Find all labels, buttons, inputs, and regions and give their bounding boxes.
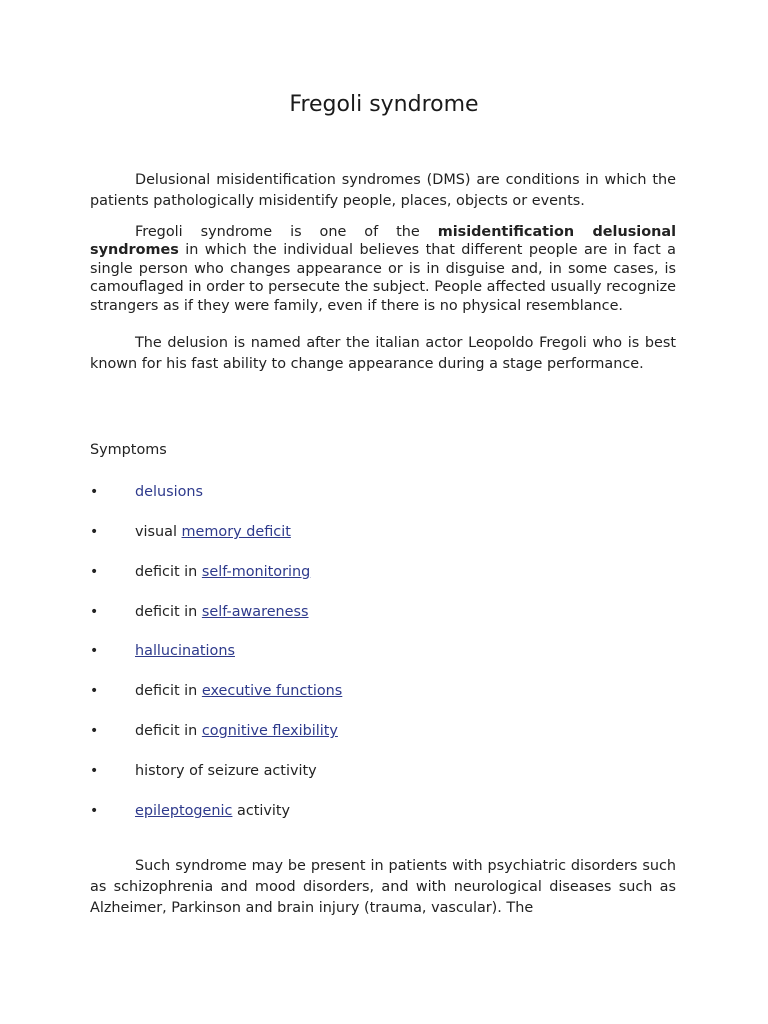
link-memory-deficit[interactable]: memory deficit xyxy=(181,524,291,540)
bullet-icon: • xyxy=(90,643,99,659)
bullet-icon: • xyxy=(90,723,99,739)
list-item: • history of seizure activity xyxy=(90,763,317,779)
document-title: Fregoli syndrome xyxy=(289,92,479,117)
link-executive-functions[interactable]: executive functions xyxy=(201,683,343,699)
list-item xyxy=(90,484,690,506)
list-item: • epileptogenic activity xyxy=(90,803,291,819)
paragraph-definition xyxy=(90,223,676,315)
bullet-icon: • xyxy=(90,763,99,779)
paragraph-naming-text: The delusion is named after the italian actor Leopoldo Fregoli who is best known for his fast ability to change appearance during a stage performance. xyxy=(90,335,676,372)
bullet-icon: • xyxy=(90,484,99,500)
bullet-icon: • xyxy=(90,604,99,620)
paragraph-definition-start: Fregoli syndrome is one of the xyxy=(135,224,438,240)
link-hallucinations[interactable]: hallucinations xyxy=(135,643,235,659)
bold-term: misidentification delusional syndromes xyxy=(90,224,677,259)
bullet-icon: • xyxy=(90,524,99,540)
list-item: • visual memory deficit xyxy=(90,524,291,540)
link-self-awareness[interactable]: self-awareness xyxy=(201,604,309,620)
bullet-icon: • xyxy=(90,803,99,819)
link-cognitive-flexibility[interactable]: cognitive flexibility xyxy=(201,723,338,739)
list-item xyxy=(90,643,690,665)
list-item: • deficit in self-awareness xyxy=(90,604,309,620)
bullet-icon: • xyxy=(90,564,99,580)
paragraph-naming xyxy=(90,333,676,374)
paragraph-associations-text: Such syndrome may be present in patients with psychiatric disorders such as schizophrenia and mood disorders, and with neurological diseases such as Alzheimer, Parkinson and brain injury (trauma, vascular). The xyxy=(90,858,676,916)
paragraph-associations xyxy=(90,856,676,919)
link-epileptogenic[interactable]: epileptogenic xyxy=(135,803,233,819)
list-item: • deficit in executive functions xyxy=(90,683,343,699)
list-item: • deficit in self-monitoring xyxy=(90,564,311,580)
paragraph-intro-text: Delusional misidentification syndromes (DMS) are conditions in which the patients pathologically misidentify people, places, objects or events. xyxy=(90,172,676,209)
list-item: • deficit in cognitive flexibility xyxy=(90,723,338,739)
link-delusions[interactable]: delusions xyxy=(135,484,204,500)
paragraph-intro xyxy=(90,170,676,211)
symptoms-heading: Symptoms xyxy=(90,442,167,458)
link-self-monitoring[interactable]: self-monitoring xyxy=(201,564,311,580)
paragraph-definition-end: in which the individual believes that different people are in fact a single person who changes appearance or is in disguise and, in some cases, is camouflaged in order to persecute the subject. People affected usually recognize strangers as if they were family, even if there is no physical resemblance. xyxy=(90,242,676,314)
bullet-icon: • xyxy=(90,683,99,699)
